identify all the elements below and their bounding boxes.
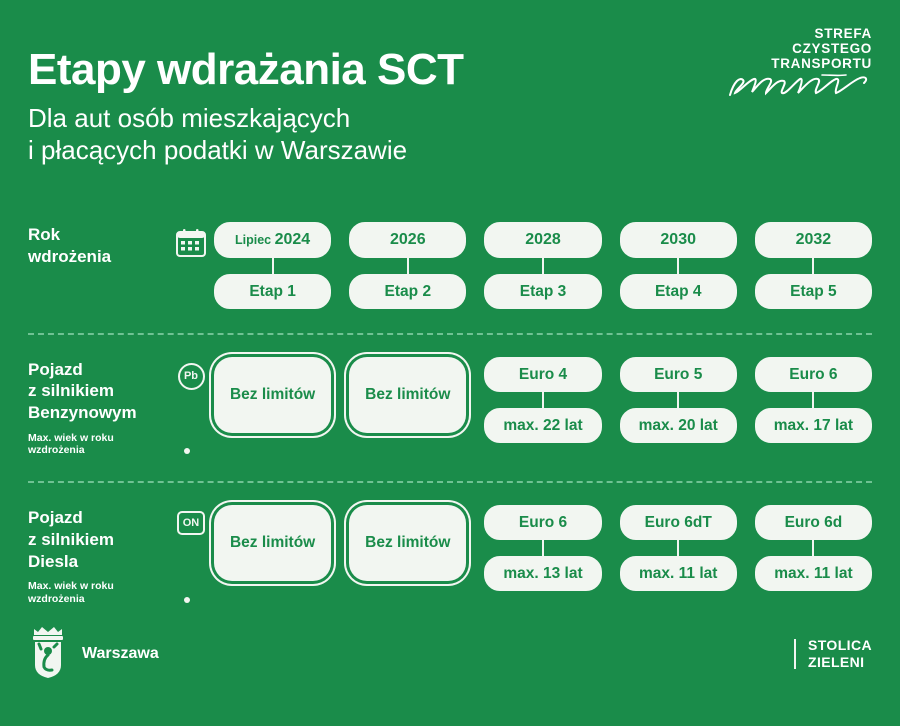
header xyxy=(28,20,872,166)
diesel-wide-cell[interactable]: Bez limitów xyxy=(214,505,331,581)
diesel-badge: ON xyxy=(177,511,205,535)
diesel-column-4 xyxy=(620,505,737,591)
euro-standard-pill[interactable]: Euro 4 xyxy=(484,357,601,392)
year-value: 2028 xyxy=(525,231,561,248)
row-label-line-1: Pojazd xyxy=(28,359,83,379)
brand-lockup xyxy=(722,26,872,99)
year-column-2 xyxy=(349,222,466,309)
page-title: Etapy wdrażania SCT xyxy=(28,45,464,94)
year-prefix: Lipiec xyxy=(235,233,275,247)
connector-line xyxy=(677,258,679,274)
connector-line xyxy=(677,392,679,408)
row-label-line-1: Rok xyxy=(28,225,61,244)
diesel-pump-icon xyxy=(168,505,214,535)
brand-line-3: TRANSPORTU xyxy=(771,56,872,72)
etap-pill[interactable]: Etap 3 xyxy=(484,274,601,309)
euro-standard-pill[interactable]: Euro 6 xyxy=(484,505,601,540)
petrol-badge: Pb xyxy=(178,363,205,390)
sublabel-dot xyxy=(184,597,190,603)
petrol-column-5 xyxy=(755,357,872,443)
slogan-divider xyxy=(794,639,796,669)
max-age-pill[interactable]: max. 22 lat xyxy=(484,408,601,443)
connector-line xyxy=(542,392,544,408)
diesel-column-3 xyxy=(484,505,601,591)
petrol-wide-cell[interactable]: Bez limitów xyxy=(349,357,466,433)
row-label-line-2: z silnikiem xyxy=(28,381,114,401)
euro-standard-pill[interactable]: Euro 6 xyxy=(755,357,872,392)
diesel-wide-cell[interactable]: Bez limitów xyxy=(349,505,466,581)
petrol-pump-icon xyxy=(168,357,214,390)
etap-pill[interactable]: Etap 4 xyxy=(620,274,737,309)
etap-pill[interactable]: Etap 5 xyxy=(755,274,872,309)
year-value: 2030 xyxy=(660,231,696,248)
connector-line xyxy=(812,258,814,274)
year-value: 2024 xyxy=(274,231,311,248)
petrol-column-1 xyxy=(214,357,331,443)
row-silnik-diesla xyxy=(28,505,872,605)
year-column-4 xyxy=(620,222,737,309)
max-age-pill[interactable]: max. 13 lat xyxy=(484,556,601,591)
petrol-columns xyxy=(214,357,872,443)
max-age-pill[interactable]: max. 11 lat xyxy=(755,556,872,591)
connector-line xyxy=(407,258,409,274)
row-label-line-2: wdrożenia xyxy=(28,246,112,266)
year-pill[interactable] xyxy=(349,222,466,258)
footer-slogan xyxy=(794,637,872,669)
warsaw-mermaid-crest-icon xyxy=(28,623,68,684)
year-pill[interactable] xyxy=(755,222,872,258)
year-column-5 xyxy=(755,222,872,309)
petrol-wide-cell[interactable]: Bez limitów xyxy=(214,357,331,433)
max-age-pill[interactable]: max. 17 lat xyxy=(755,408,872,443)
diesel-columns xyxy=(214,505,872,591)
year-pill[interactable] xyxy=(620,222,737,258)
row-silnik-benzynowy xyxy=(28,357,872,457)
sublabel-dot xyxy=(184,448,190,454)
year-column-1 xyxy=(214,222,331,309)
petrol-column-3 xyxy=(484,357,601,443)
city-name: Warszawa xyxy=(82,644,159,662)
footer xyxy=(28,623,872,684)
connector-line xyxy=(812,392,814,408)
year-columns xyxy=(214,222,872,309)
slogan-line-2: ZIELENI xyxy=(808,653,865,670)
row-sublabel xyxy=(28,580,168,605)
connector-line xyxy=(272,258,274,274)
row-rok-wdrozenia xyxy=(28,222,872,309)
diesel-column-2 xyxy=(349,505,466,591)
row-label-line-3: Diesla xyxy=(28,551,79,571)
year-value: 2026 xyxy=(390,231,426,248)
connector-line xyxy=(542,540,544,556)
diesel-column-1 xyxy=(214,505,331,591)
calendar-icon xyxy=(168,222,214,258)
page-subtitle xyxy=(28,103,668,166)
row-label-silnik-diesla xyxy=(28,505,168,605)
year-pill[interactable] xyxy=(484,222,601,258)
max-age-pill[interactable]: max. 20 lat xyxy=(620,408,737,443)
etap-pill[interactable]: Etap 1 xyxy=(214,274,331,309)
year-pill[interactable] xyxy=(214,222,331,258)
petrol-column-4 xyxy=(620,357,737,443)
row-sublabel-text: Max. wiek w roku wzdrożenia xyxy=(28,431,114,457)
row-label-line-1: Pojazd xyxy=(28,508,83,528)
slogan-line-1: STOLICA xyxy=(808,637,872,654)
brand-line-2: CZYSTEGO xyxy=(792,41,872,57)
connector-line xyxy=(677,540,679,556)
row-label-line-2: z silnikiem xyxy=(28,529,114,549)
year-column-3 xyxy=(484,222,601,309)
subtitle-line-2: i płacących podatki w Warszawie xyxy=(28,134,408,165)
euro-standard-pill[interactable]: Euro 6dT xyxy=(620,505,737,540)
diesel-column-5 xyxy=(755,505,872,591)
signature-icon xyxy=(722,73,872,99)
etap-pill[interactable]: Etap 2 xyxy=(349,274,466,309)
row-sublabel-text: Max. wiek w roku wzdrożenia xyxy=(28,580,114,605)
connector-line xyxy=(542,258,544,274)
row-label-rok-wdrozenia xyxy=(28,222,168,268)
row-sublabel xyxy=(28,432,168,457)
euro-standard-pill[interactable]: Euro 6d xyxy=(755,505,872,540)
divider-2 xyxy=(28,481,872,483)
stages-chart xyxy=(28,222,872,606)
brand-line-1: STREFA xyxy=(814,26,872,41)
petrol-column-2 xyxy=(349,357,466,443)
row-label-line-3: Benzynowym xyxy=(28,403,137,423)
divider-1 xyxy=(28,333,872,335)
footer-city-lockup xyxy=(28,623,159,684)
row-label-silnik-benzynowy xyxy=(28,357,168,457)
subtitle-line-1: Dla aut osób mieszkających xyxy=(28,102,351,133)
connector-line xyxy=(812,540,814,556)
year-value: 2032 xyxy=(795,231,832,248)
euro-standard-pill[interactable]: Euro 5 xyxy=(620,357,737,392)
max-age-pill[interactable]: max. 11 lat xyxy=(620,556,737,591)
